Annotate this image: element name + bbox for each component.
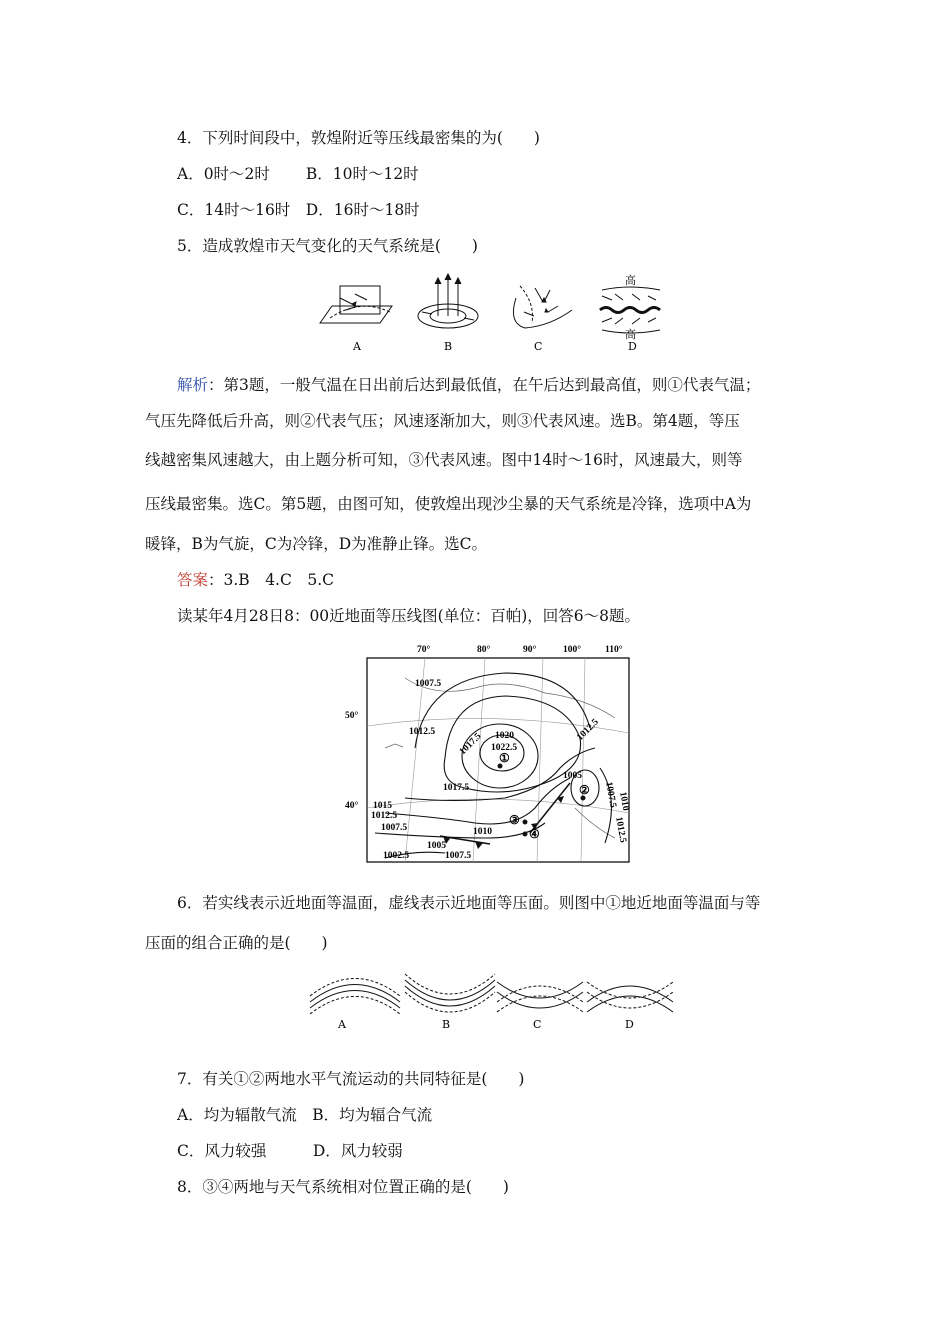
q4-options-row1: A．0时～2时 B．10时～12时 [177, 165, 419, 183]
q5-fig-label-a: A [353, 340, 361, 353]
isobar-label: 1007.5 [603, 781, 618, 809]
q5-fig-label-c: C [534, 340, 543, 353]
q7-stem: 7．有关①②两地水平气流运动的共同特征是( ) [177, 1070, 525, 1088]
isobar-label: 1022.5 [491, 743, 518, 753]
point-1: ① [499, 751, 510, 765]
isobar-label: 1017.5 [443, 783, 470, 793]
q5-fig-c-cold-front [513, 286, 572, 328]
isobar-label: 1012.5 [371, 811, 398, 821]
isobar-label: 1017.5 [457, 731, 484, 758]
q5-fig-d-high-top: 高 [625, 274, 636, 287]
lat-label-50: 50° [345, 711, 359, 721]
analysis-line1: 解析：第3题，一般气温在日出前后达到最低值，在午后达到最高值，则①代表气温； [177, 376, 761, 394]
q6-fig-a [310, 979, 400, 1015]
map-isobars [375, 673, 611, 858]
point-3: ③ [509, 813, 520, 827]
analysis-label: 解析 [177, 376, 209, 394]
isobar-label: 1005 [563, 771, 582, 781]
isobar-label: 1012.5 [613, 816, 628, 844]
isobar-label: 1015 [373, 801, 392, 811]
q5-fig-b-cyclone [418, 274, 478, 328]
q6-line2: 压面的组合正确的是( ) [145, 934, 328, 952]
analysis-line4: 压线最密集。选C。第5题，由图可知，使敦煌出现沙尘暴的天气系统是冷锋，选项中A为 [145, 495, 752, 513]
q5-fig-d-stationary-front [600, 287, 660, 333]
isobar-label: 1007.5 [445, 851, 472, 861]
q5-stem: 5．造成敦煌市天气变化的天气系统是( ) [177, 237, 478, 255]
q6-fig-b [405, 974, 495, 1012]
q4-stem: 4．下列时间段中，敦煌附近等压线最密集的为( ) [177, 129, 540, 147]
q5-fig-label-d: D [628, 340, 637, 353]
q5-fig-label-b: B [444, 340, 453, 353]
isobar-label: 1007.5 [415, 679, 442, 689]
point-4: ④ [529, 827, 540, 841]
q6-fig-d [587, 982, 673, 1012]
lon-label-100: 100° [563, 645, 582, 655]
q5-fig-a-warm-front [320, 286, 392, 323]
lon-label-90: 90° [523, 645, 537, 655]
q8-stem: 8．③④两地与天气系统相对位置正确的是( ) [177, 1178, 509, 1196]
q6-surfaces-figure [305, 962, 675, 1034]
lon-label-70: 70° [417, 645, 431, 655]
isobar-label: 1020 [495, 731, 514, 741]
isobar-map [345, 638, 635, 868]
q7-options-row1: A．均为辐散气流 B．均为辐合气流 [177, 1106, 433, 1124]
isobar-label: 1010 [617, 791, 631, 812]
q6-line1: 6．若实线表示近地面等温面，虚线表示近地面等压面。则图中①地近地面等温面与等 [177, 894, 761, 912]
isobar-label: 1010 [473, 827, 492, 837]
analysis-line5: 暖锋，B为气旋，C为冷锋，D为准静止锋。选C。 [145, 535, 488, 553]
lon-label-110: 110° [605, 645, 623, 655]
q7-options-row2: C．风力较强 D．风力较弱 [177, 1142, 403, 1160]
q6-fig-label-d: D [625, 1018, 634, 1031]
q5-weather-systems-figure [310, 268, 670, 356]
map-intro: 读某年4月28日8：00近地面等压线图(单位：百帕)，回答6～8题。 [177, 607, 640, 625]
point-2: ② [579, 783, 590, 797]
q6-fig-c [497, 982, 583, 1012]
q5-fig-d-high-bottom: 高 [625, 328, 636, 341]
q6-fig-label-a: A [338, 1018, 346, 1031]
isobar-label: 1012.5 [575, 717, 601, 743]
q6-fig-label-b: B [442, 1018, 451, 1031]
isobar-label: 1002.5 [383, 851, 410, 861]
q4-options-row2: C．14时～16时 D．16时～18时 [177, 201, 420, 219]
answer-line: 答案：3.B 4.C 5.C [177, 571, 334, 589]
q6-fig-label-c: C [533, 1018, 542, 1031]
analysis-line2: 气压先降低后升高，则②代表气压；风速逐渐加大，则③代表风速。选B。第4题，等压 [145, 412, 740, 430]
analysis-line3: 线越密集风速越大，由上题分析可知，③代表风速。图中14时～16时，风速最大，则等 [145, 451, 743, 469]
lat-label-40: 40° [345, 801, 359, 811]
lon-label-80: 80° [477, 645, 491, 655]
isobar-label: 1005 [427, 841, 446, 851]
answer-label: 答案 [177, 571, 209, 589]
isobar-label: 1012.5 [409, 727, 436, 737]
isobar-label: 1007.5 [381, 823, 408, 833]
